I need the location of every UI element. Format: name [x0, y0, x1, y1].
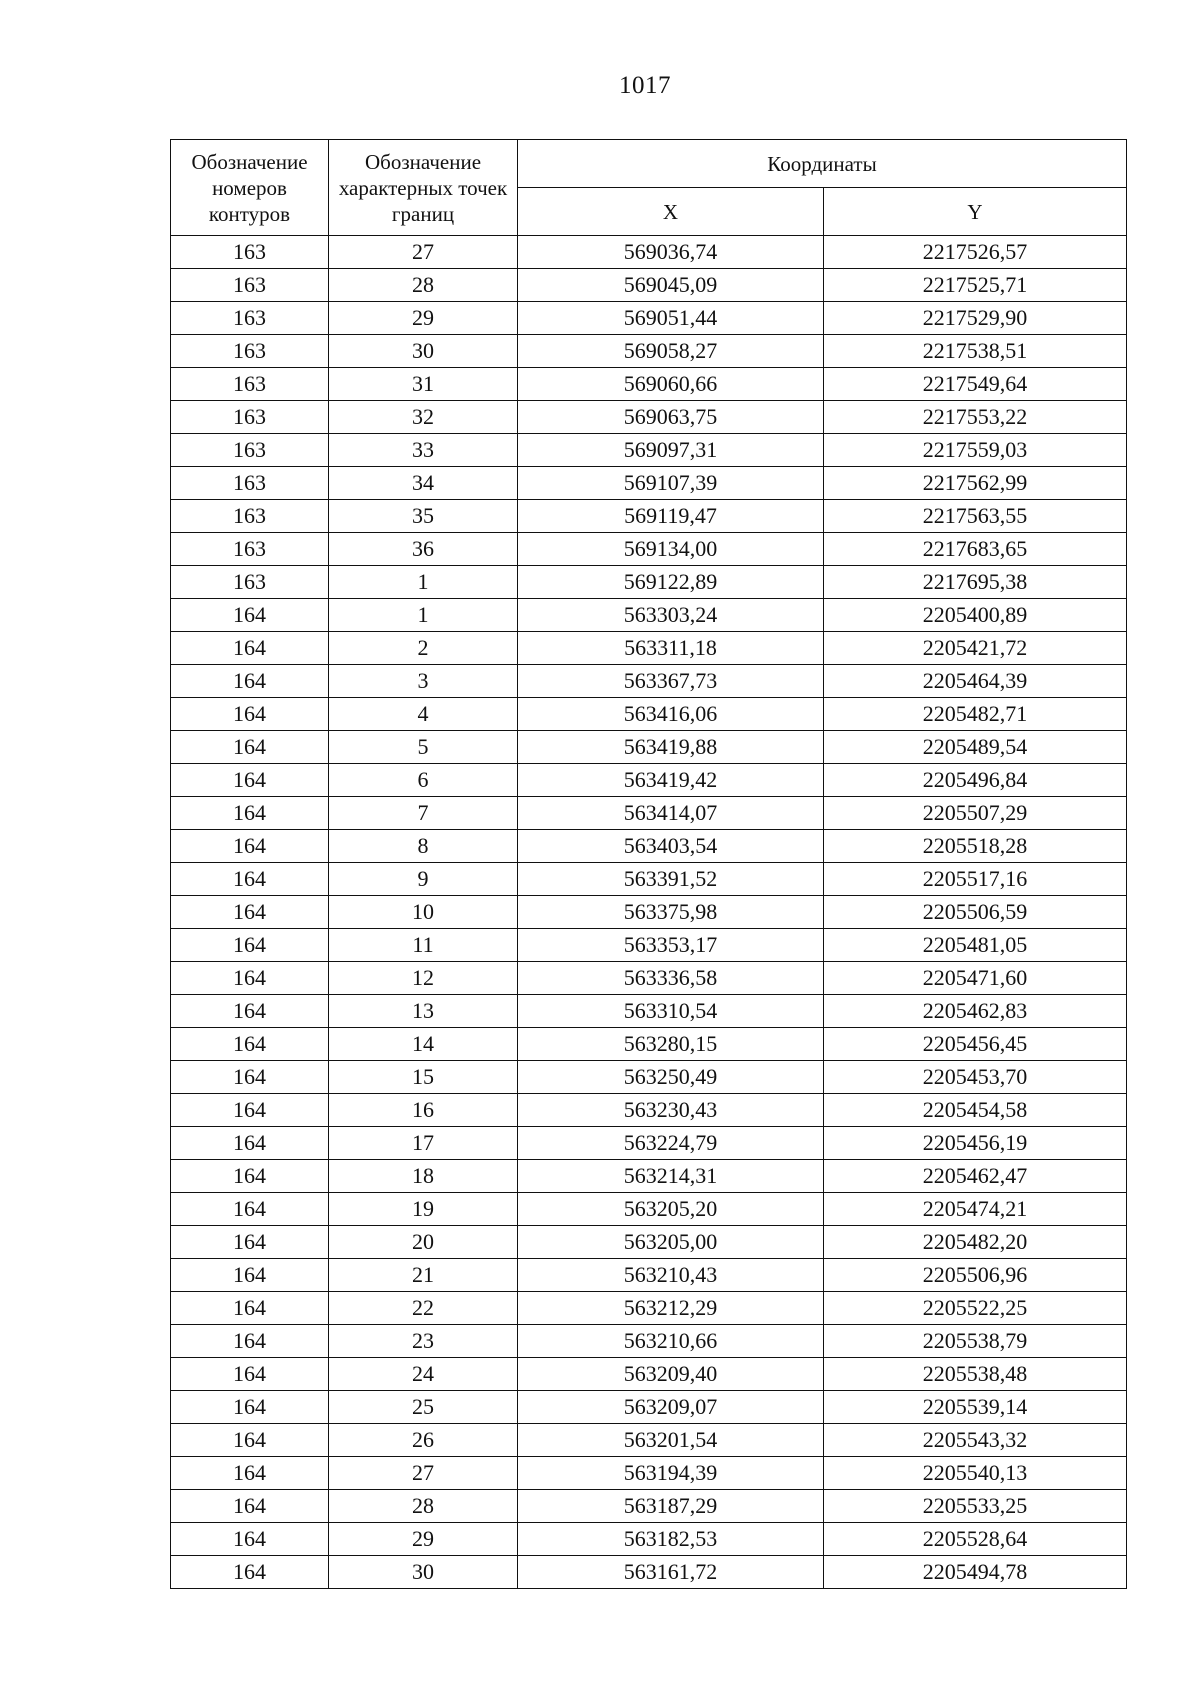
y-coordinate-cell: 2205464,39 [824, 665, 1127, 698]
table-row [171, 1325, 1127, 1358]
contour-number-cell: 163 [171, 335, 329, 368]
y-coordinate-cell: 2205482,71 [824, 698, 1127, 731]
table-row [171, 1523, 1127, 1556]
contour-number-cell: 164 [171, 1391, 329, 1424]
contour-number-cell: 164 [171, 863, 329, 896]
y-coordinate-cell: 2217562,99 [824, 467, 1127, 500]
y-coordinate-cell: 2205533,25 [824, 1490, 1127, 1523]
point-number-cell: 16 [329, 1094, 518, 1127]
point-number-cell: 28 [329, 269, 518, 302]
contour-number-cell: 164 [171, 1358, 329, 1391]
point-number-cell: 36 [329, 533, 518, 566]
point-number-cell: 18 [329, 1160, 518, 1193]
contour-number-cell: 163 [171, 533, 329, 566]
boundary-point-header: Обозначение характерных точек границ [329, 140, 518, 236]
y-coordinate-cell: 2205453,70 [824, 1061, 1127, 1094]
contour-number-cell: 164 [171, 1160, 329, 1193]
table-row [171, 1094, 1127, 1127]
point-number-cell: 23 [329, 1325, 518, 1358]
x-coordinate-cell: 563367,73 [518, 665, 824, 698]
table-row [171, 467, 1127, 500]
y-coordinate-cell: 2217559,03 [824, 434, 1127, 467]
point-number-cell: 7 [329, 797, 518, 830]
contour-number-cell: 163 [171, 434, 329, 467]
coordinates-table [170, 139, 1127, 1589]
y-coordinate-cell: 2205421,72 [824, 632, 1127, 665]
table-row [171, 368, 1127, 401]
table-row [171, 1358, 1127, 1391]
table-row [171, 1556, 1127, 1589]
contour-number-cell: 164 [171, 896, 329, 929]
contour-number-cell: 164 [171, 698, 329, 731]
point-number-cell: 5 [329, 731, 518, 764]
x-coordinate-cell: 563419,88 [518, 731, 824, 764]
x-coordinate-cell: 563403,54 [518, 830, 824, 863]
contour-number-cell: 164 [171, 995, 329, 1028]
x-coordinate-cell: 563194,39 [518, 1457, 824, 1490]
contour-number-cell: 163 [171, 500, 329, 533]
point-number-cell: 26 [329, 1424, 518, 1457]
x-coordinate-cell: 563210,43 [518, 1259, 824, 1292]
table-row [171, 1292, 1127, 1325]
x-coordinate-cell: 569122,89 [518, 566, 824, 599]
x-coordinate-cell: 569045,09 [518, 269, 824, 302]
x-coordinate-cell: 569036,74 [518, 236, 824, 269]
x-coordinate-cell: 563209,40 [518, 1358, 824, 1391]
point-number-cell: 32 [329, 401, 518, 434]
y-coordinate-cell: 2217538,51 [824, 335, 1127, 368]
point-number-cell: 13 [329, 995, 518, 1028]
y-coordinate-cell: 2217529,90 [824, 302, 1127, 335]
page-number: 1017 [619, 72, 671, 99]
y-coordinate-cell: 2205462,47 [824, 1160, 1127, 1193]
contour-number-cell: 164 [171, 1226, 329, 1259]
y-coordinate-cell: 2217553,22 [824, 401, 1127, 434]
point-number-cell: 1 [329, 599, 518, 632]
contour-number-cell: 164 [171, 1094, 329, 1127]
point-number-cell: 15 [329, 1061, 518, 1094]
contour-number-cell: 163 [171, 566, 329, 599]
point-number-cell: 31 [329, 368, 518, 401]
point-number-cell: 28 [329, 1490, 518, 1523]
table-row [171, 1391, 1127, 1424]
point-number-cell: 30 [329, 1556, 518, 1589]
table-row [171, 434, 1127, 467]
point-number-cell: 17 [329, 1127, 518, 1160]
table-row [171, 830, 1127, 863]
point-number-cell: 33 [329, 434, 518, 467]
x-coordinate-cell: 563414,07 [518, 797, 824, 830]
table-row [171, 1193, 1127, 1226]
table-row [171, 1061, 1127, 1094]
table-row [171, 797, 1127, 830]
table-row [171, 731, 1127, 764]
y-coordinate-cell: 2217695,38 [824, 566, 1127, 599]
y-coordinate-cell: 2205538,79 [824, 1325, 1127, 1358]
y-coordinate-cell: 2205517,16 [824, 863, 1127, 896]
x-coordinate-cell: 563303,24 [518, 599, 824, 632]
point-number-cell: 34 [329, 467, 518, 500]
table-row [171, 1490, 1127, 1523]
x-coordinate-cell: 569097,31 [518, 434, 824, 467]
x-coordinate-cell: 563224,79 [518, 1127, 824, 1160]
table-row [171, 500, 1127, 533]
contour-number-cell: 164 [171, 797, 329, 830]
y-coordinate-cell: 2217683,65 [824, 533, 1127, 566]
contour-number-cell: 164 [171, 830, 329, 863]
x-coordinate-cell: 563182,53 [518, 1523, 824, 1556]
y-coordinate-cell: 2205456,19 [824, 1127, 1127, 1160]
x-coordinate-cell: 569058,27 [518, 335, 824, 368]
contour-number-cell: 164 [171, 1556, 329, 1589]
contour-number-cell: 163 [171, 467, 329, 500]
point-number-cell: 8 [329, 830, 518, 863]
contour-number-cell: 164 [171, 599, 329, 632]
x-coordinate-cell: 563209,07 [518, 1391, 824, 1424]
y-coordinate-cell: 2205539,14 [824, 1391, 1127, 1424]
table-row [171, 1424, 1127, 1457]
contour-number-cell: 163 [171, 302, 329, 335]
point-number-cell: 19 [329, 1193, 518, 1226]
x-coordinate-cell: 563201,54 [518, 1424, 824, 1457]
point-number-cell: 9 [329, 863, 518, 896]
point-number-cell: 29 [329, 1523, 518, 1556]
y-coordinate-cell: 2205543,32 [824, 1424, 1127, 1457]
point-number-cell: 3 [329, 665, 518, 698]
y-coordinate-cell: 2217563,55 [824, 500, 1127, 533]
contour-number-cell: 164 [171, 1193, 329, 1226]
table-header [171, 140, 1127, 236]
x-header: X [518, 188, 824, 236]
table-body [171, 236, 1127, 1589]
y-coordinate-cell: 2205496,84 [824, 764, 1127, 797]
table-row [171, 566, 1127, 599]
table-row [171, 599, 1127, 632]
x-coordinate-cell: 563280,15 [518, 1028, 824, 1061]
y-coordinate-cell: 2205471,60 [824, 962, 1127, 995]
x-coordinate-cell: 563375,98 [518, 896, 824, 929]
point-number-cell: 24 [329, 1358, 518, 1391]
y-coordinate-cell: 2205456,45 [824, 1028, 1127, 1061]
contour-number-cell: 164 [171, 1061, 329, 1094]
table-row [171, 1226, 1127, 1259]
table-row [171, 995, 1127, 1028]
x-coordinate-cell: 569060,66 [518, 368, 824, 401]
x-coordinate-cell: 569051,44 [518, 302, 824, 335]
x-coordinate-cell: 563212,29 [518, 1292, 824, 1325]
contour-number-cell: 164 [171, 632, 329, 665]
y-coordinate-cell: 2205528,64 [824, 1523, 1127, 1556]
x-coordinate-cell: 563205,00 [518, 1226, 824, 1259]
x-coordinate-cell: 569063,75 [518, 401, 824, 434]
point-number-cell: 12 [329, 962, 518, 995]
point-number-cell: 2 [329, 632, 518, 665]
contour-number-cell: 164 [171, 731, 329, 764]
table-row [171, 1127, 1127, 1160]
contour-number-cell: 164 [171, 665, 329, 698]
table-row [171, 1160, 1127, 1193]
x-coordinate-cell: 563161,72 [518, 1556, 824, 1589]
x-coordinate-cell: 563336,58 [518, 962, 824, 995]
point-number-cell: 22 [329, 1292, 518, 1325]
point-number-cell: 30 [329, 335, 518, 368]
table-row [171, 1457, 1127, 1490]
point-number-cell: 14 [329, 1028, 518, 1061]
contour-number-cell: 164 [171, 764, 329, 797]
point-number-cell: 29 [329, 302, 518, 335]
coordinates-header: Координаты [518, 140, 1127, 188]
contour-number-cell: 164 [171, 1523, 329, 1556]
contour-number-cell: 164 [171, 962, 329, 995]
point-number-cell: 11 [329, 929, 518, 962]
x-coordinate-cell: 563210,66 [518, 1325, 824, 1358]
y-coordinate-cell: 2205518,28 [824, 830, 1127, 863]
contour-number-cell: 164 [171, 1490, 329, 1523]
x-coordinate-cell: 563250,49 [518, 1061, 824, 1094]
point-number-cell: 6 [329, 764, 518, 797]
y-coordinate-cell: 2205522,25 [824, 1292, 1127, 1325]
contour-number-cell: 163 [171, 368, 329, 401]
y-coordinate-cell: 2217549,64 [824, 368, 1127, 401]
x-coordinate-cell: 563416,06 [518, 698, 824, 731]
y-coordinate-cell: 2217525,71 [824, 269, 1127, 302]
table-row [171, 401, 1127, 434]
point-number-cell: 27 [329, 1457, 518, 1490]
contour-number-cell: 163 [171, 236, 329, 269]
point-number-cell: 35 [329, 500, 518, 533]
table-row [171, 1259, 1127, 1292]
table-row [171, 632, 1127, 665]
contour-number-cell: 164 [171, 929, 329, 962]
y-coordinate-cell: 2205506,96 [824, 1259, 1127, 1292]
table-row [171, 665, 1127, 698]
x-coordinate-cell: 563391,52 [518, 863, 824, 896]
y-coordinate-cell: 2205454,58 [824, 1094, 1127, 1127]
x-coordinate-cell: 563311,18 [518, 632, 824, 665]
table-row [171, 764, 1127, 797]
contour-number-cell: 164 [171, 1457, 329, 1490]
y-coordinate-cell: 2205474,21 [824, 1193, 1127, 1226]
table-row [171, 335, 1127, 368]
table-row [171, 896, 1127, 929]
x-coordinate-cell: 563419,42 [518, 764, 824, 797]
y-coordinate-cell: 2205462,83 [824, 995, 1127, 1028]
y-coordinate-cell: 2205540,13 [824, 1457, 1127, 1490]
table-row [171, 1028, 1127, 1061]
y-coordinate-cell: 2205482,20 [824, 1226, 1127, 1259]
table-row [171, 929, 1127, 962]
y-coordinate-cell: 2205489,54 [824, 731, 1127, 764]
y-coordinate-cell: 2205507,29 [824, 797, 1127, 830]
contour-number-cell: 164 [171, 1292, 329, 1325]
y-coordinate-cell: 2205506,59 [824, 896, 1127, 929]
y-coordinate-cell: 2205494,78 [824, 1556, 1127, 1589]
x-coordinate-cell: 569134,00 [518, 533, 824, 566]
point-number-cell: 20 [329, 1226, 518, 1259]
contour-number-cell: 164 [171, 1325, 329, 1358]
contour-number-cell: 164 [171, 1424, 329, 1457]
contour-number-cell: 164 [171, 1127, 329, 1160]
point-number-cell: 1 [329, 566, 518, 599]
x-coordinate-cell: 563353,17 [518, 929, 824, 962]
x-coordinate-cell: 569119,47 [518, 500, 824, 533]
x-coordinate-cell: 563187,29 [518, 1490, 824, 1523]
point-number-cell: 21 [329, 1259, 518, 1292]
table-row [171, 533, 1127, 566]
x-coordinate-cell: 563214,31 [518, 1160, 824, 1193]
x-coordinate-cell: 563230,43 [518, 1094, 824, 1127]
point-number-cell: 4 [329, 698, 518, 731]
contour-number-cell: 164 [171, 1259, 329, 1292]
y-coordinate-cell: 2217526,57 [824, 236, 1127, 269]
table-row [171, 962, 1127, 995]
table-row [171, 269, 1127, 302]
y-coordinate-cell: 2205481,05 [824, 929, 1127, 962]
x-coordinate-cell: 569107,39 [518, 467, 824, 500]
contour-number-cell: 163 [171, 401, 329, 434]
point-number-cell: 27 [329, 236, 518, 269]
y-header: Y [824, 188, 1127, 236]
y-coordinate-cell: 2205538,48 [824, 1358, 1127, 1391]
x-coordinate-cell: 563310,54 [518, 995, 824, 1028]
y-coordinate-cell: 2205400,89 [824, 599, 1127, 632]
point-number-cell: 10 [329, 896, 518, 929]
table-row [171, 698, 1127, 731]
point-number-cell: 25 [329, 1391, 518, 1424]
contour-number-cell: 163 [171, 269, 329, 302]
x-coordinate-cell: 563205,20 [518, 1193, 824, 1226]
contour-number-cell: 164 [171, 1028, 329, 1061]
table-row [171, 863, 1127, 896]
table-row [171, 236, 1127, 269]
contour-number-header: Обозначение номеров контуров [171, 140, 329, 236]
table-row [171, 302, 1127, 335]
